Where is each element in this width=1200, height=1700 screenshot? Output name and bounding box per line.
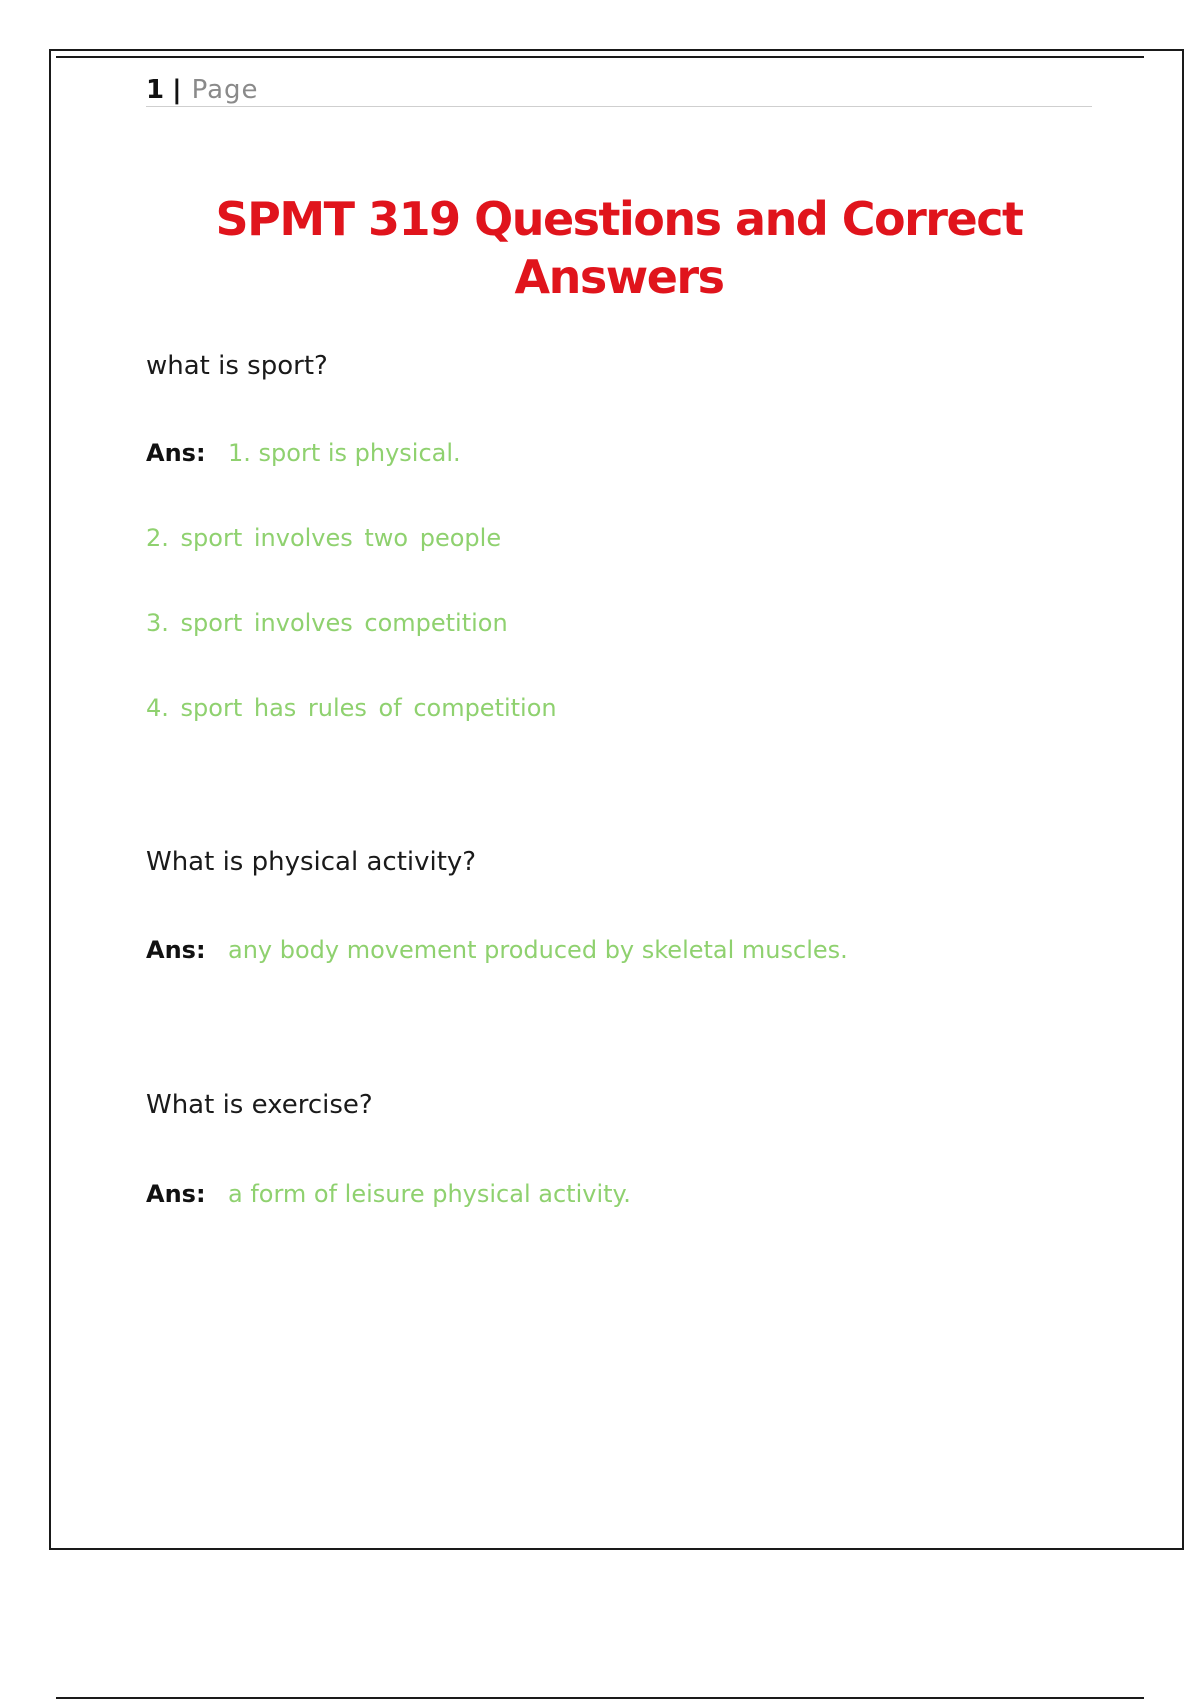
bottom-rule: [56, 1697, 1144, 1699]
page-separator: |: [172, 75, 182, 105]
answer-1-item-4: 4. sport has rules of competition: [146, 694, 557, 722]
answer-1: [146, 438, 461, 468]
answer-text: 1. sport is physical.: [228, 439, 461, 467]
question-2: What is physical activity?: [146, 847, 477, 877]
page-label: Page: [191, 75, 259, 105]
answer-label: Ans:: [146, 936, 206, 964]
answer-2: [146, 935, 848, 965]
question-3: What is exercise?: [146, 1090, 373, 1120]
answer-1-item-2: 2. sport involves two people: [146, 524, 502, 552]
question-1: what is sport?: [146, 351, 328, 381]
answer-1-item-3: 3. sport involves competition: [146, 609, 508, 637]
page-header: [146, 74, 1092, 107]
page-number: 1: [146, 75, 165, 105]
answer-3: [146, 1179, 631, 1209]
answer-label: Ans:: [146, 1180, 206, 1208]
answer-label: Ans:: [146, 439, 206, 467]
top-rule: [56, 56, 1144, 58]
document-title: SPMT 319 Questions and Correct Answers: [215, 192, 1023, 304]
answer-text: a form of leisure physical activity.: [228, 1180, 631, 1208]
answer-text: any body movement produced by skeletal muscles.: [228, 936, 848, 964]
